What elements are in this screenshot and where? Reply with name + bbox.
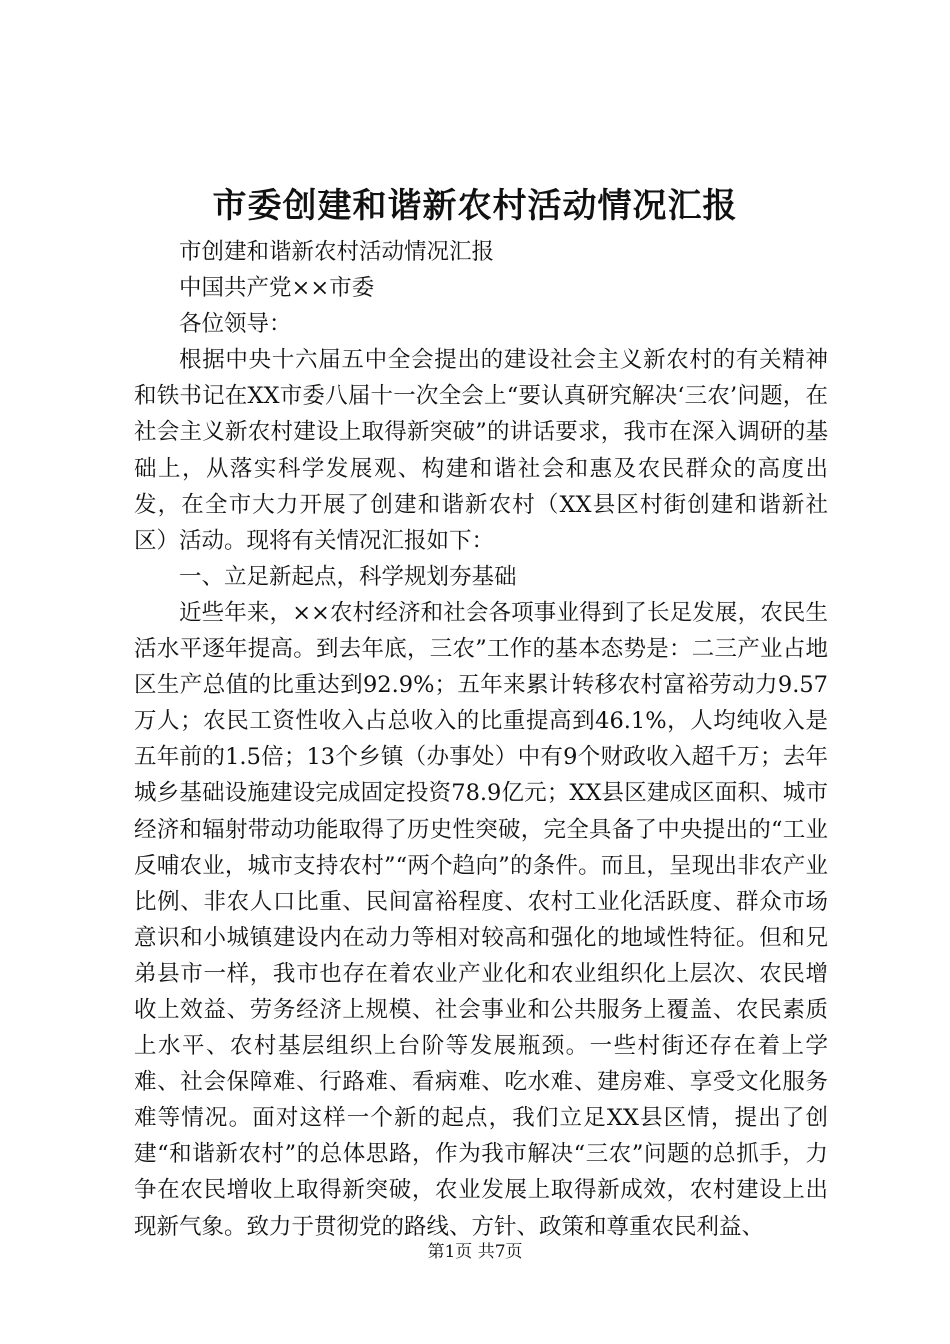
page-number-footer: 第1页 共7页: [427, 1242, 523, 1262]
paragraph-intro: 根据中央十六届五中全会提出的建设社会主义新农村的有关精神和铁书记在XX市委八届十一次全会上“要认真研究解决‘三农’问题，在社会主义新农村建设上取得新突破”的讲话要求，我市在深入调研的基础上，从落实科学发展观、构建和谐社会和惠及农民群众的高度出发，在全市大力开展了创建和谐新农村（XX县区村街创建和谐新社区）活动。现将有关情况汇报如下：: [134, 347, 828, 554]
paragraph-subtitle: 市创建和谐新农村活动情况汇报: [179, 239, 495, 265]
paragraph-salutation: 各位领导：: [179, 311, 292, 338]
paragraph-issuer: 中国共产党××市委: [179, 275, 375, 302]
document-title: 市委创建和谐新农村活动情况汇报: [212, 186, 738, 226]
paragraph-section-1: 近些年来，××农村经济和社会各项事业得到了长足发展，农民生活水平逐年提高。到去年底，三农”工作的基本态势是：二三产业占地区生产总值的比重达到92.9%；五年来累计转移农村富裕劳动力9.57万人；农民工资性收入占总收入的比重提高到46.1%，人均纯收入是五年前的1.5倍；13个乡镇（办事处）中有9个财政收入超千万；去年城乡基础设施建设完成固定投资78.9亿元；XX县区建成区面积、城市经济和辐射带动功能取得了历史性突破，完全具备了中央提出的“工业反哺农业，城市支持农村”“两个趋向”的条件。而且，呈现出非农产业比例、非农人口比重、民间富裕程度、农村工业化活跃度、群众市场意识和小城镇建设内在动力等相对较高和强化的地域性特征。但和兄弟县市一样，我市也存在着农业产业化和农业组织化上层次、农民增收上效益、劳务经济上规模、社会事业和公共服务上覆盖、农民素质上水平、农村基层组织上台阶等发展瓶颈。一些村街还存在着上学难、社会保障难、行路难、看病难、吃水难、建房难、享受文化服务难等情况。面对这样一个新的起点，我们立足XX县区情，提出了创建“和谐新农村”的总体思路，作为我市解决“三农”问题的总抓手，力争在农民增收上取得新突破，农业发展上取得新成效，农村建设上出现新气象。致力于贯彻党的路线、方针、政策和尊重农民利益、: [134, 599, 828, 1240]
document-body: [134, 234, 828, 1245]
section-heading-1: 一、立足新起点，科学规划夯基础: [179, 563, 517, 590]
